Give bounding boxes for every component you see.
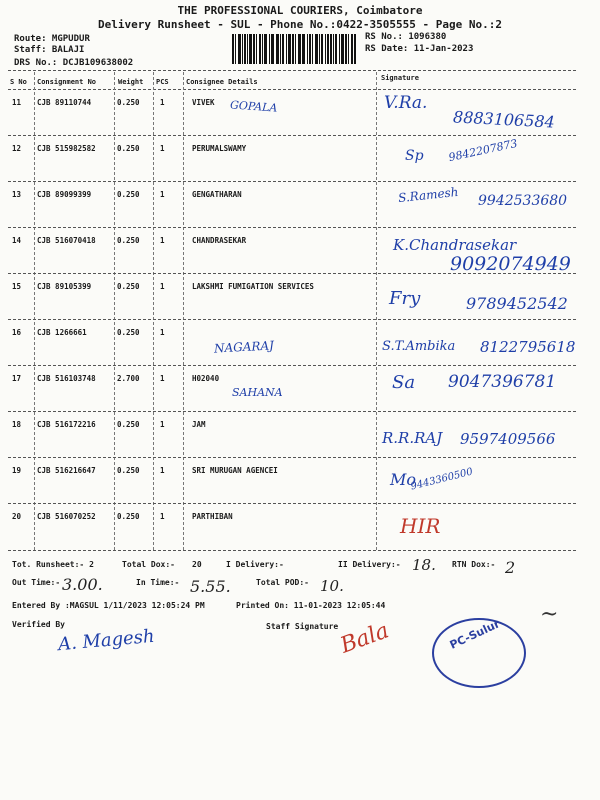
row-consignee: H02040: [192, 374, 220, 383]
total-dox-value: 20: [192, 560, 202, 569]
stamp-scribble-icon: ~: [540, 602, 559, 627]
ii-delivery-value: 18.: [412, 556, 436, 574]
row-phone: 9842207873: [447, 136, 519, 165]
row-sno: 13: [12, 190, 22, 199]
col-signature: Signature: [381, 74, 419, 82]
col-consignee: Consignee Details: [186, 78, 258, 86]
table-top-rule: [8, 70, 576, 71]
row-signature: Sp: [405, 148, 424, 164]
row-weight: 2.700: [117, 374, 140, 383]
in-time-label: In Time:-: [136, 578, 180, 587]
row-signature: V.Ra.: [384, 93, 428, 113]
row-note: NAGARAJ: [213, 338, 275, 356]
report-subtitle: Delivery Runsheet - SUL - Phone No.:0422-3505555 - Page No.:2: [98, 18, 502, 31]
row-note: SAHANA: [232, 386, 283, 399]
i-delivery-label: I Delivery:-: [226, 560, 284, 569]
row-rule: [8, 550, 576, 551]
row-weight: 0.250: [117, 466, 140, 475]
row-note: GOPALA: [229, 98, 278, 115]
staff-label: Staff: BALAJI: [14, 45, 85, 55]
row-consignment: CJB 516172216: [37, 420, 96, 429]
row-pcs: 1: [160, 144, 165, 153]
total-runsheet: Tot. Runsheet:- 2: [12, 560, 94, 569]
row-pcs: 1: [160, 374, 165, 383]
total-pod-label: Total POD:-: [256, 578, 309, 587]
row-sno: 14: [12, 236, 22, 245]
row-weight: 0.250: [117, 282, 140, 291]
row-consignment: CJB 1266661: [37, 328, 87, 337]
row-phone: 9597409566: [460, 430, 556, 448]
row-phone: 9443360500: [409, 466, 475, 493]
rtn-dox-value: 2: [505, 558, 516, 577]
row-consignment: CJB 516216647: [37, 466, 96, 475]
row-phone: 9047396781: [448, 372, 557, 392]
row-pcs: 1: [160, 466, 165, 475]
col-consignment: Consignment No: [37, 78, 97, 86]
row-consignment: CJB 89105399: [37, 282, 92, 291]
report-title: THE PROFESSIONAL COURIERS, Coimbatore: [177, 4, 423, 17]
row-rule: [8, 457, 576, 458]
row-rule: [8, 365, 576, 366]
row-consignee: JAM: [192, 420, 206, 429]
row-consignee: PERUMALSWAMY: [192, 144, 247, 153]
out-time-label: Out Time:-: [12, 578, 61, 587]
table-header-rule: [8, 89, 576, 90]
row-phone: 9092074949: [450, 253, 571, 275]
row-consignee: LAKSHMI FUMIGATION SERVICES: [192, 282, 314, 291]
ii-delivery-label: II Delivery:-: [338, 560, 401, 569]
row-weight: 0.250: [117, 98, 140, 107]
entered-by: Entered By :MAGSUL 1/11/2023 12:05:24 PM: [12, 601, 205, 610]
col-divider: [34, 72, 35, 550]
row-pcs: 1: [160, 420, 165, 429]
row-weight: 0.250: [117, 144, 140, 153]
row-consignee: CHANDRASEKAR: [192, 236, 247, 245]
staff-signature: Bala: [337, 618, 393, 659]
row-consignment: CJB 516103748: [37, 374, 96, 383]
row-pcs: 1: [160, 328, 165, 337]
out-time-value: 3.00.: [62, 575, 103, 594]
total-dox-label: Total Dox:-: [122, 560, 175, 569]
row-pcs: 1: [160, 282, 165, 291]
row-pcs: 1: [160, 98, 165, 107]
row-sno: 16: [12, 328, 22, 337]
row-signature: Mo: [390, 470, 417, 489]
row-rule: [8, 181, 576, 182]
barcode: [232, 34, 356, 64]
row-signature: Sa: [392, 372, 416, 393]
verified-by-label: Verified By: [12, 620, 65, 629]
row-consignment: CJB 89099399: [37, 190, 92, 199]
col-pcs: PCS: [156, 78, 169, 86]
row-weight: 0.250: [117, 328, 140, 337]
row-rule: [8, 411, 576, 412]
row-phone: 9789452542: [466, 294, 568, 313]
row-pcs: 1: [160, 236, 165, 245]
row-signature: S.T.Ambika: [382, 339, 456, 354]
row-signature: HIR: [400, 514, 441, 538]
col-divider: [153, 72, 154, 550]
row-consignment: CJB 516070252: [37, 512, 96, 521]
row-phone: 9942533680: [478, 193, 568, 209]
col-weight: Weight: [118, 78, 144, 86]
row-consignment: CJB 89110744: [37, 98, 92, 107]
row-phone: 8883106584: [452, 107, 556, 132]
row-rule: [8, 503, 576, 504]
rs-number: RS No.: 1096380: [365, 32, 447, 42]
stamp-text: PC-Sulur: [447, 617, 502, 652]
row-signature: R.R.RAJ: [382, 429, 443, 447]
row-consignee: VIVEK: [192, 98, 215, 107]
row-consignee: PARTHIBAN: [192, 512, 233, 521]
in-time-value: 5.55.: [190, 577, 231, 596]
row-rule: [8, 319, 576, 320]
row-pcs: 1: [160, 512, 165, 521]
rs-date: RS Date: 11-Jan-2023: [365, 44, 474, 54]
row-sno: 17: [12, 374, 22, 383]
col-sno: S No: [10, 78, 27, 86]
row-pcs: 1: [160, 190, 165, 199]
row-rule: [8, 273, 576, 274]
row-consignee: SRI MURUGAN AGENCEI: [192, 466, 278, 475]
row-consignment: CJB 516070418: [37, 236, 96, 245]
printed-on: Printed On: 11-01-2023 12:05:44: [236, 601, 386, 610]
col-divider: [183, 72, 184, 550]
row-phone: 8122795618: [480, 338, 576, 356]
drs-label: DRS No.: DCJB109638002: [14, 58, 134, 68]
row-consignment: CJB 515982582: [37, 144, 96, 153]
row-sno: 15: [12, 282, 22, 291]
row-rule: [8, 135, 576, 136]
row-sno: 18: [12, 420, 22, 429]
row-signature: K.Chandrasekar: [393, 236, 517, 254]
row-weight: 0.250: [117, 236, 140, 245]
row-sno: 12: [12, 144, 22, 153]
total-pod-value: 10.: [320, 577, 344, 595]
row-sno: 19: [12, 466, 22, 475]
row-signature: Fry: [389, 288, 421, 309]
verified-signature: A. Magesh: [57, 625, 156, 656]
row-weight: 0.250: [117, 190, 140, 199]
row-signature: S.Ramesh: [397, 184, 460, 206]
rtn-dox-label: RTN Dox:-: [452, 560, 496, 569]
staff-signature-label: Staff Signature: [266, 622, 339, 631]
col-divider: [114, 72, 115, 550]
col-divider: [376, 72, 377, 550]
row-weight: 0.250: [117, 512, 140, 521]
row-consignee: GENGATHARAN: [192, 190, 242, 199]
route-label: Route: MGPUDUR: [14, 34, 90, 44]
row-rule: [8, 227, 576, 228]
row-weight: 0.250: [117, 420, 140, 429]
row-sno: 11: [12, 98, 22, 107]
row-sno: 20: [12, 512, 22, 521]
